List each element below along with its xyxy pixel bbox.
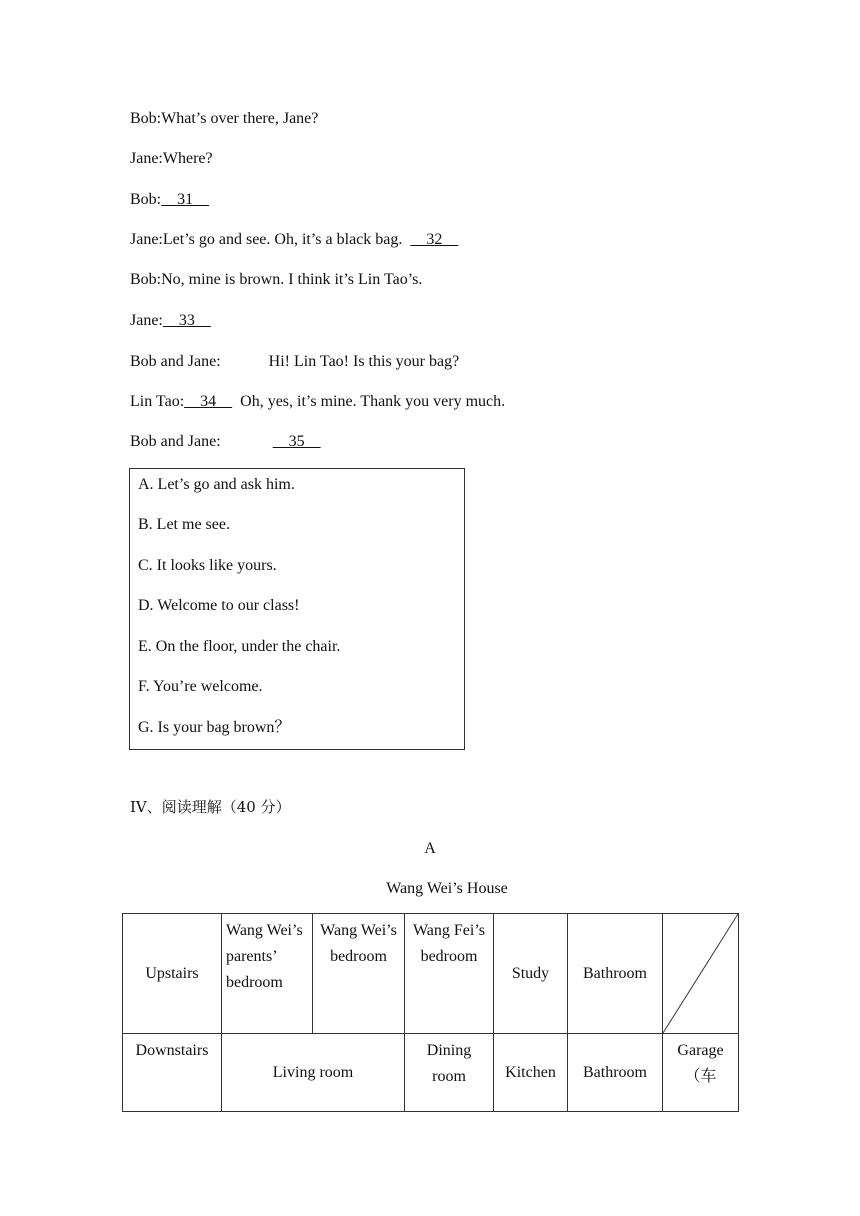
line-text: Where? [162,150,213,167]
room-parents-bedroom: Wang Wei’s parents’ bedroom [222,914,313,1034]
speaker: Bob: [130,191,162,208]
line-text: Oh, yes, it’s mine. Thank you very much. [232,393,506,410]
line-text: No, mine is brown. I think it’s Lin Tao’s. [161,271,423,288]
room-garage: Garage （车 [663,1034,739,1112]
dialogue-line-7 [130,352,459,372]
speaker: Jane: [130,312,163,329]
room-bathroom-upstairs: Bathroom [568,914,663,1034]
row-label-upstairs: Upstairs [123,914,222,1034]
speaker: Bob: [130,110,162,127]
options-box [129,468,465,750]
dialogue-line-6 [130,311,211,331]
dialogue-line-9 [130,432,321,452]
room-wang-fei-bedroom: Wang Fei’s bedroom [405,914,494,1034]
passage-title: Wang Wei’s House [386,880,508,897]
speaker: Bob and Jane: [130,433,221,450]
option-b: B. Let me see. [138,516,230,533]
option-a: A. Let’s go and ask him. [138,476,295,493]
dialogue-line-5 [130,270,422,290]
table-row-upstairs [123,914,739,1034]
dialogue-line-2 [130,149,213,169]
answer-blank-35[interactable]: 35 [272,433,321,450]
line-text: What’s over there, Jane? [161,110,319,127]
line-text: Hi! Lin Tao! Is this your bag? [220,353,460,370]
table-row-downstairs [123,1034,739,1112]
answer-blank-32[interactable]: 32 [410,231,459,248]
row-label-downstairs: Downstairs [123,1034,222,1112]
line-text: Let’s go and see. Oh, it’s a black bag. [162,231,411,248]
speaker: Jane: [130,231,163,248]
room-living-room: Living room [222,1034,405,1112]
empty-diagonal-cell [663,914,739,1034]
option-e: E. On the floor, under the chair. [138,638,341,655]
answer-blank-33[interactable]: 33 [162,312,211,329]
speaker: Bob: [130,271,162,288]
speaker: Jane: [130,150,163,167]
diagonal-line [663,914,738,1033]
option-c: C. It looks like yours. [138,557,277,574]
option-g: G. Is your bag brown？ [138,719,291,736]
line-text [221,433,273,450]
dialogue-line-3 [130,190,209,210]
speaker: Bob and Jane: [130,353,221,370]
room-study: Study [494,914,568,1034]
answer-blank-31[interactable]: 31 [161,191,210,208]
section-heading: IV、阅读理解（40 分） [130,798,291,816]
option-f: F. You’re welcome. [138,678,263,695]
house-table [122,913,739,1112]
speaker: Lin Tao: [130,393,185,410]
part-label: A [424,840,436,857]
dialogue-line-8 [130,392,505,412]
dialogue-line-1 [130,109,318,129]
option-d: D. Welcome to our class! [138,597,300,614]
room-dining-room: Dining room [405,1034,494,1112]
room-wang-wei-bedroom: Wang Wei’s bedroom [313,914,405,1034]
room-bathroom-downstairs: Bathroom [568,1034,663,1112]
dialogue-line-4 [130,230,458,250]
room-kitchen: Kitchen [494,1034,568,1112]
answer-blank-34[interactable]: 34 [184,393,233,410]
